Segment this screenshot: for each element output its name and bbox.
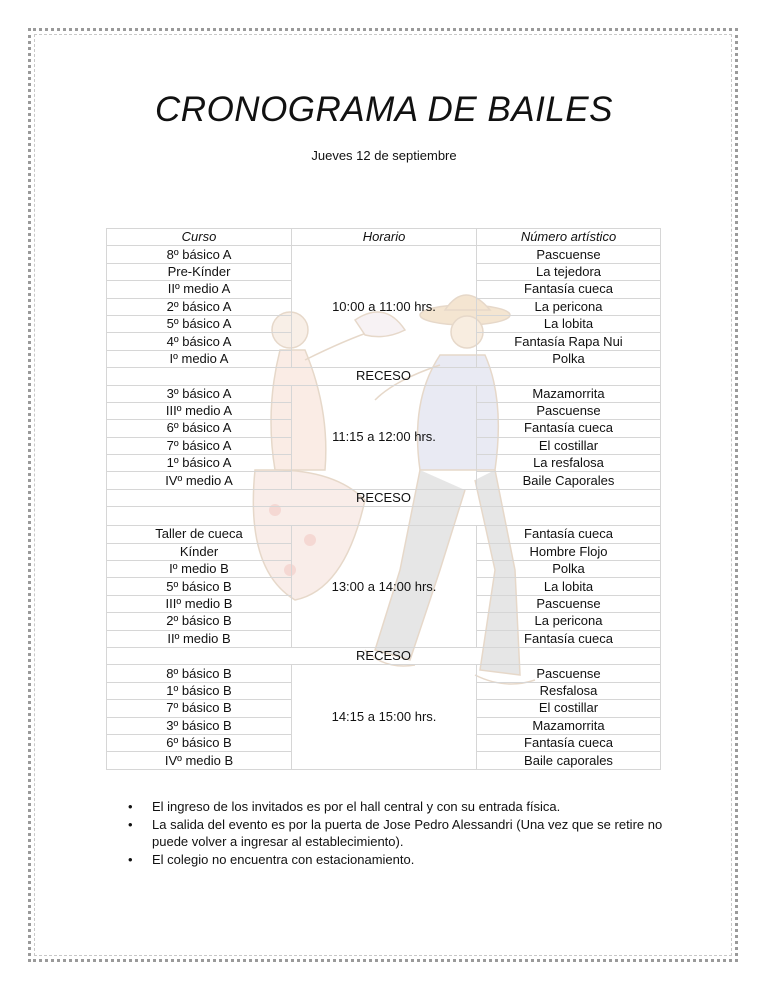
break-label: RECESO [107,368,661,385]
table-row [107,665,661,682]
curso-cell: 8º básico A [107,246,292,263]
curso-cell: 4º básico A [107,333,292,350]
numero-cell: La pericona [477,613,661,630]
curso-cell: 2º básico A [107,298,292,315]
numero-cell: Pascuense [477,595,661,612]
notes-list [128,798,688,868]
curso-cell: Iº medio B [107,561,292,578]
break-label: RECESO [107,647,661,664]
horario-cell: 13:00 a 14:00 hrs. [292,526,477,648]
break-label: RECESO [107,489,661,506]
horario-cell: 11:15 a 12:00 hrs. [292,385,477,489]
horario-cell: 10:00 a 11:00 hrs. [292,246,477,368]
page-subtitle: Jueves 12 de septiembre [311,148,457,163]
numero-cell: El costillar [477,437,661,454]
numero-cell: Baile caporales [477,752,661,769]
note-parking: • El colegio no encuentra con estacionamiento. [128,851,688,869]
numero-cell: Resfalosa [477,682,661,699]
break-row [107,647,661,664]
numero-cell: Pascuense [477,246,661,263]
horario-cell: 14:15 a 15:00 hrs. [292,665,477,769]
numero-cell: La lobita [477,578,661,595]
curso-cell: IIIº medio B [107,595,292,612]
curso-cell: IIIº medio A [107,402,292,419]
numero-cell: Polka [477,561,661,578]
table-row [107,526,661,543]
numero-cell: La tejedora [477,263,661,280]
numero-cell: La pericona [477,298,661,315]
curso-cell: Kínder [107,543,292,560]
numero-cell: Hombre Flojo [477,543,661,560]
break-row [107,489,661,506]
curso-cell: IVº medio B [107,752,292,769]
numero-cell: Baile Caporales [477,472,661,489]
curso-cell: Pre-Kínder [107,263,292,280]
numero-cell: Fantasía cueca [477,420,661,437]
note-entrance: • El ingreso de los invitados es por el hall central y con su entrada física. [128,798,688,816]
numero-cell: Fantasía Rapa Nui [477,333,661,350]
schedule-table [106,228,661,770]
numero-cell: Polka [477,350,661,367]
curso-cell: 6º básico B [107,734,292,751]
table-row [107,385,661,402]
curso-cell: IIº medio B [107,630,292,647]
curso-cell: Taller de cueca [107,526,292,543]
curso-cell: 2º básico B [107,613,292,630]
header-curso: Curso [107,229,292,246]
numero-cell: Fantasía cueca [477,734,661,751]
curso-cell: 1º básico A [107,455,292,472]
curso-cell: Iº medio A [107,350,292,367]
curso-cell: 6º básico A [107,420,292,437]
curso-cell: 1º básico B [107,682,292,699]
numero-cell: Mazamorrita [477,385,661,402]
numero-cell: Pascuense [477,402,661,419]
curso-cell: 5º básico A [107,315,292,332]
break-row [107,368,661,385]
numero-cell: Fantasía cueca [477,281,661,298]
curso-cell: 8º básico B [107,665,292,682]
curso-cell: 7º básico B [107,700,292,717]
curso-cell: 3º básico B [107,717,292,734]
spacer-cell [107,507,661,526]
page-title: CRONOGRAMA DE BAILES [155,90,613,129]
curso-cell: IIº medio A [107,281,292,298]
table-row [107,246,661,263]
header-horario: Horario [292,229,477,246]
numero-cell: Fantasía cueca [477,630,661,647]
curso-cell: 5º básico B [107,578,292,595]
numero-cell: La resfalosa [477,455,661,472]
curso-cell: 7º básico A [107,437,292,454]
numero-cell: El costillar [477,700,661,717]
table-header-row [107,229,661,246]
numero-cell: Mazamorrita [477,717,661,734]
numero-cell: Pascuense [477,665,661,682]
curso-cell: 3º básico A [107,385,292,402]
note-exit: • La salida del evento es por la puerta de Jose Pedro Alessandri (Una vez que se retire no puede volver a ingresar al establecimiento). [128,816,688,851]
curso-cell: IVº medio A [107,472,292,489]
header-numero: Número artístico [477,229,661,246]
spacer-row [107,507,661,526]
numero-cell: Fantasía cueca [477,526,661,543]
numero-cell: La lobita [477,315,661,332]
